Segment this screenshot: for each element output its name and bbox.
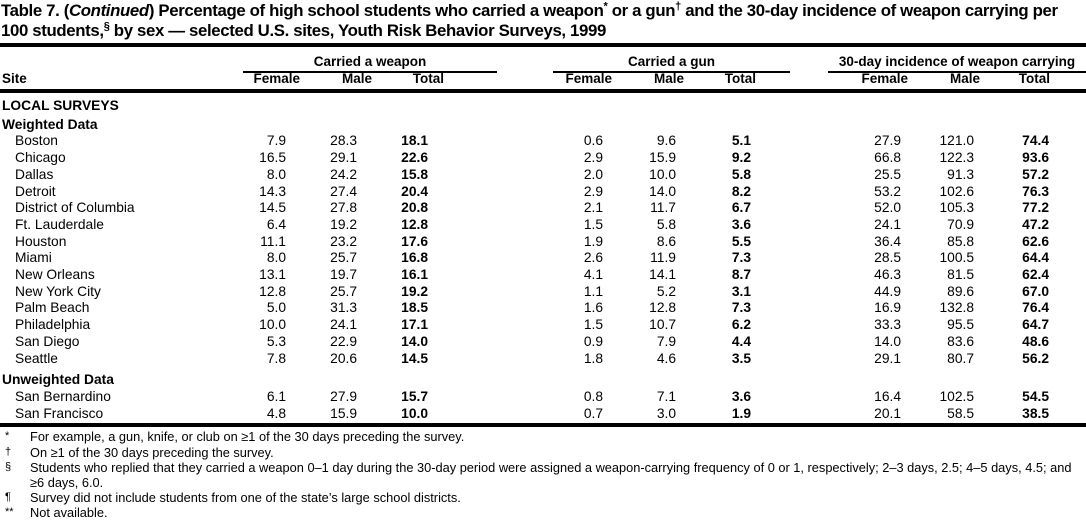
value-cell: 77.2 [1022,200,1049,216]
value-cell [753,367,903,389]
value-cell [678,367,753,389]
column-header-gun-total: Total [724,71,756,86]
footnote [0,490,1086,505]
value-cell [430,367,605,389]
value-cell [605,93,678,115]
spacer-cell [1051,389,1086,406]
value-cell: 14.5 [401,350,428,366]
value-cell: 14.3 [259,183,286,199]
spacer-cell [1051,267,1086,284]
table-row [0,267,1086,284]
value-cell: 6.4 [266,216,286,232]
table-row [0,389,1086,406]
table-row [0,217,1086,234]
site-cell: San Bernardino [15,388,111,404]
value-cell: 3.6 [731,388,751,404]
value-cell: 29.1 [330,150,357,166]
column-header-weapon-female: Female [253,71,300,86]
value-cell: 15.9 [330,405,357,421]
value-cell: 93.6 [1022,150,1049,166]
spacer-cell [1051,167,1086,184]
value-cell: 10.7 [649,317,676,333]
value-cell [976,367,1051,389]
value-cell: 2.9 [583,183,603,199]
value-cell: 85.8 [947,233,974,249]
value-cell: 70.9 [947,216,974,232]
column-group-label: Carried a gun [627,54,716,69]
value-cell: 95.5 [947,317,974,333]
spacer-cell [1051,367,1086,389]
footnote-marker: ¶ [5,491,11,504]
spacer-cell [1051,317,1086,334]
title-prefix: Table 7. ( [1,1,69,20]
value-cell: 0.6 [583,133,603,149]
value-cell: 2.1 [583,200,603,216]
footnote [0,460,1086,490]
value-cell: 9.2 [731,150,751,166]
title-mid1: or a gun [607,1,676,20]
value-cell: 6.2 [731,317,751,333]
table-row [0,167,1086,184]
value-cell: 7.8 [266,350,286,366]
footnote [0,445,1086,460]
value-cell: 7.3 [731,300,751,316]
value-cell: 48.6 [1022,333,1049,349]
footnote-marker: ** [5,506,14,519]
value-cell: 76.3 [1022,183,1049,199]
value-cell: 1.9 [583,233,603,249]
value-cell: 8.2 [731,183,751,199]
value-cell: 27.9 [330,388,357,404]
value-cell: 100.5 [939,250,974,266]
footnote-text: Survey did not include students from one of the state’s large school districts. [30,490,461,506]
site-cell: Weighted Data [2,116,98,132]
spacer-cell [1051,406,1086,423]
value-cell: 80.7 [947,350,974,366]
column-header-incidence-male: Male [949,71,980,86]
site-cell: Detroit [15,183,56,199]
value-cell [359,367,430,389]
spacer-cell [1051,217,1086,234]
value-cell [244,367,288,389]
value-cell: 5.8 [656,216,676,232]
title-mid2: and the 30-day incidence of weapon carrying per 100 students, [1,1,1058,40]
value-cell: 16.4 [874,388,901,404]
value-cell: 4.4 [731,333,751,349]
value-cell [678,115,753,134]
value-cell: 9.6 [656,133,676,149]
footnote-text: On ≥1 of the 30 days preceding the survey. [30,444,274,460]
spacer-cell [1051,115,1086,134]
table-row [0,150,1086,167]
value-cell: 1.5 [583,317,603,333]
value-cell: 11.1 [260,233,286,249]
value-cell: 2.0 [583,166,603,182]
value-cell: 20.8 [401,200,428,216]
value-cell [903,93,976,115]
value-cell: 16.8 [401,250,428,266]
value-cell: 25.5 [874,166,901,182]
table-row [0,317,1086,334]
value-cell: 20.6 [330,350,357,366]
value-cell: 14.0 [401,333,428,349]
value-cell: 18.1 [401,133,428,149]
value-cell: 52.0 [874,200,901,216]
site-cell: Unweighted Data [2,372,114,388]
value-cell: 19.2 [330,216,357,232]
spacer-cell [1051,184,1086,201]
value-cell: 17.1 [401,317,428,333]
spacer-cell [1051,300,1086,317]
value-cell: 22.9 [330,333,357,349]
value-cell: 2.9 [583,150,603,166]
value-cell: 3.0 [656,405,676,421]
value-cell: 0.9 [583,333,603,349]
value-cell: 10.0 [259,317,286,333]
value-cell: 19.2 [401,283,428,299]
value-cell [244,115,288,134]
value-cell: 58.5 [947,405,974,421]
value-cell: 5.2 [656,283,676,299]
value-cell: 11.7 [650,200,676,216]
value-cell: 0.8 [583,388,603,404]
value-cell [605,115,678,134]
site-cell: District of Columbia [15,200,135,216]
value-cell: 31.3 [330,300,357,316]
value-cell: 5.0 [266,300,286,316]
value-cell: 10.0 [649,166,676,182]
value-cell: 25.7 [330,250,357,266]
value-cell: 5.3 [266,333,286,349]
table-row [0,234,1086,251]
value-cell: 14.0 [649,183,676,199]
table-title [0,0,1086,41]
table-row [0,351,1086,368]
spacer-cell [1051,250,1086,267]
table-row [0,184,1086,201]
column-header-weapon-male: Male [341,71,372,86]
column-header-gun-male: Male [653,71,684,86]
site-cell: San Diego [15,333,80,349]
spacer-cell [1051,284,1086,301]
value-cell: 8.0 [266,166,286,182]
spacer-cell [1051,334,1086,351]
value-cell: 4.8 [266,405,286,421]
value-cell: 1.8 [583,350,603,366]
value-cell [359,115,430,134]
value-cell: 7.9 [656,333,676,349]
value-cell: 33.3 [874,317,901,333]
value-cell [605,367,678,389]
footnote-marker: † [5,445,12,458]
value-cell [903,115,976,134]
value-cell: 62.6 [1022,233,1049,249]
value-cell: 19.7 [330,267,357,283]
column-header-gun-female: Female [565,71,612,86]
value-cell: 16.5 [259,150,286,166]
value-cell: 6.1 [266,388,286,404]
table-row [0,367,1086,389]
value-cell: 102.5 [939,388,974,404]
footnotes [0,427,1086,520]
site-cell: LOCAL SURVEYS [2,98,119,113]
value-cell: 44.9 [874,283,901,299]
spacer-cell [1051,93,1086,115]
footnote-text: For example, a gun, knife, or club on ≥1 of the 30 days preceding the survey. [30,429,465,445]
value-cell [903,367,976,389]
site-cell: Dallas [15,166,54,182]
site-cell: Houston [15,233,67,249]
value-cell [678,93,753,115]
value-cell: 57.2 [1022,166,1049,182]
value-cell: 24.1 [330,317,357,333]
value-cell [288,367,359,389]
value-cell: 64.7 [1022,317,1049,333]
table-row [0,284,1086,301]
site-cell: San Francisco [15,405,104,421]
value-cell: 22.6 [401,150,428,166]
footnote-marker-dagger: † [675,0,681,13]
value-cell: 53.2 [874,183,901,199]
value-cell: 8.6 [656,233,676,249]
spacer-cell [1051,234,1086,251]
column-group-label: 30-day incidence of weapon carrying [838,54,1076,69]
column-header-incidence-female: Female [861,71,908,86]
value-cell: 24.2 [330,166,357,182]
value-cell: 2.6 [583,250,603,266]
value-cell: 28.3 [330,133,357,149]
value-cell: 121.0 [939,133,974,149]
value-cell: 1.5 [583,216,603,232]
value-cell: 81.5 [947,267,974,283]
spacer-cell [1051,200,1086,217]
table-row [0,250,1086,267]
footnote [0,429,1086,444]
footnote-marker: § [5,460,12,473]
site-cell: New York City [15,283,101,299]
table-row [0,93,1086,115]
value-cell: 11.9 [650,250,676,266]
value-cell: 5.5 [731,233,751,249]
value-cell: 56.2 [1022,350,1049,366]
site-cell: Seattle [15,350,58,366]
value-cell [430,93,605,115]
value-cell: 89.6 [947,283,974,299]
site-cell: Philadelphia [15,317,91,333]
table-body [0,93,1086,422]
value-cell: 67.0 [1022,283,1049,299]
value-cell: 4.6 [656,350,676,366]
value-cell: 7.9 [266,133,286,149]
spacer-cell [1051,150,1086,167]
value-cell: 3.1 [731,283,751,299]
footnote-marker-asterisk: * [603,0,608,13]
value-cell: 13.1 [259,267,286,283]
value-cell: 1.6 [583,300,603,316]
value-cell: 15.8 [401,166,428,182]
value-cell: 15.7 [401,388,428,404]
value-cell: 83.6 [947,333,974,349]
value-cell [753,115,903,134]
value-cell: 12.8 [649,300,676,316]
value-cell: 1.9 [731,405,751,421]
value-cell [288,93,359,115]
value-cell: 20.4 [401,183,428,199]
value-cell: 15.9 [649,150,676,166]
value-cell: 27.9 [874,133,901,149]
site-cell: Ft. Lauderdale [15,216,104,232]
value-cell: 27.4 [330,183,357,199]
footnote-marker: * [5,430,10,443]
value-cell: 25.7 [330,283,357,299]
value-cell: 76.4 [1022,300,1049,316]
column-header-site: Site [2,71,27,86]
value-cell: 38.5 [1022,405,1049,421]
value-cell: 46.3 [874,267,901,283]
value-cell: 8.0 [266,250,286,266]
title-end: by sex — selected U.S. sites, Youth Risk Behavior Surveys, 1999 [109,21,606,40]
value-cell: 5.8 [731,166,751,182]
value-cell: 122.3 [939,150,974,166]
value-cell: 105.3 [939,200,974,216]
value-cell: 16.9 [874,300,901,316]
value-cell: 36.4 [874,233,901,249]
value-cell: 12.8 [259,283,286,299]
footnote-text: Not available. [30,505,108,521]
value-cell: 66.8 [874,150,901,166]
value-cell [976,93,1051,115]
value-cell: 20.1 [874,405,901,421]
value-cell: 28.5 [874,250,901,266]
value-cell: 64.4 [1022,250,1049,266]
table-row [0,133,1086,150]
value-cell: 3.5 [731,350,751,366]
value-cell: 12.8 [401,216,428,232]
value-cell: 62.4 [1022,267,1049,283]
column-header-weapon-total: Total [412,71,444,86]
value-cell: 54.5 [1022,388,1049,404]
value-cell [288,115,359,134]
table-header [0,47,1086,89]
value-cell: 132.8 [939,300,974,316]
value-cell: 91.3 [947,166,974,182]
table-row [0,300,1086,317]
title-after-continued: ) Percentage of high school students who carried a weapon [148,1,604,20]
column-group-label: Carried a weapon [313,54,427,69]
value-cell [753,93,903,115]
footnote [0,505,1086,520]
value-cell: 10.0 [401,405,428,421]
site-cell: Palm Beach [15,300,90,316]
footnote-marker-section: § [103,20,110,33]
column-header-incidence-total: Total [1018,71,1050,86]
value-cell: 17.6 [401,233,428,249]
value-cell: 6.7 [731,200,751,216]
value-cell: 18.5 [401,300,428,316]
value-cell: 16.1 [401,267,428,283]
value-cell [430,115,605,134]
spacer-cell [1051,133,1086,150]
value-cell [976,115,1051,134]
value-cell: 7.1 [656,388,676,404]
value-cell [359,93,430,115]
spacer-cell [1051,351,1086,368]
value-cell: 23.2 [330,233,357,249]
value-cell: 27.8 [330,200,357,216]
table-row [0,115,1086,134]
value-cell: 8.7 [731,267,751,283]
value-cell: 0.7 [583,405,603,421]
site-cell: Miami [15,250,52,266]
value-cell: 7.3 [731,250,751,266]
value-cell: 1.1 [583,283,603,299]
value-cell: 4.1 [583,267,603,283]
value-cell: 3.6 [731,216,751,232]
footnote-text: Students who replied that they carried a weapon 0–1 day during the 30-day period were assigned a weapon-carrying frequency of 0 or 1, respectively; 2–3 days, 2.5; 4–5 days, 4.5; and ≥6 days, 6.0. [30,459,1072,490]
value-cell [244,93,288,115]
value-cell: 14.1 [649,267,676,283]
value-cell: 47.2 [1022,216,1049,232]
table-row [0,334,1086,351]
value-cell: 24.1 [874,216,901,232]
value-cell: 29.1 [874,350,901,366]
site-cell: Boston [15,133,58,149]
value-cell: 74.4 [1022,133,1049,149]
value-cell: 14.0 [874,333,901,349]
table-row [0,200,1086,217]
value-cell: 14.5 [259,200,286,216]
data-table [0,93,1086,422]
site-cell: New Orleans [15,267,95,283]
title-continued: Continued [69,1,149,20]
value-cell: 5.1 [731,133,751,149]
site-cell: Chicago [15,150,66,166]
value-cell: 102.6 [939,183,974,199]
table-row [0,406,1086,423]
